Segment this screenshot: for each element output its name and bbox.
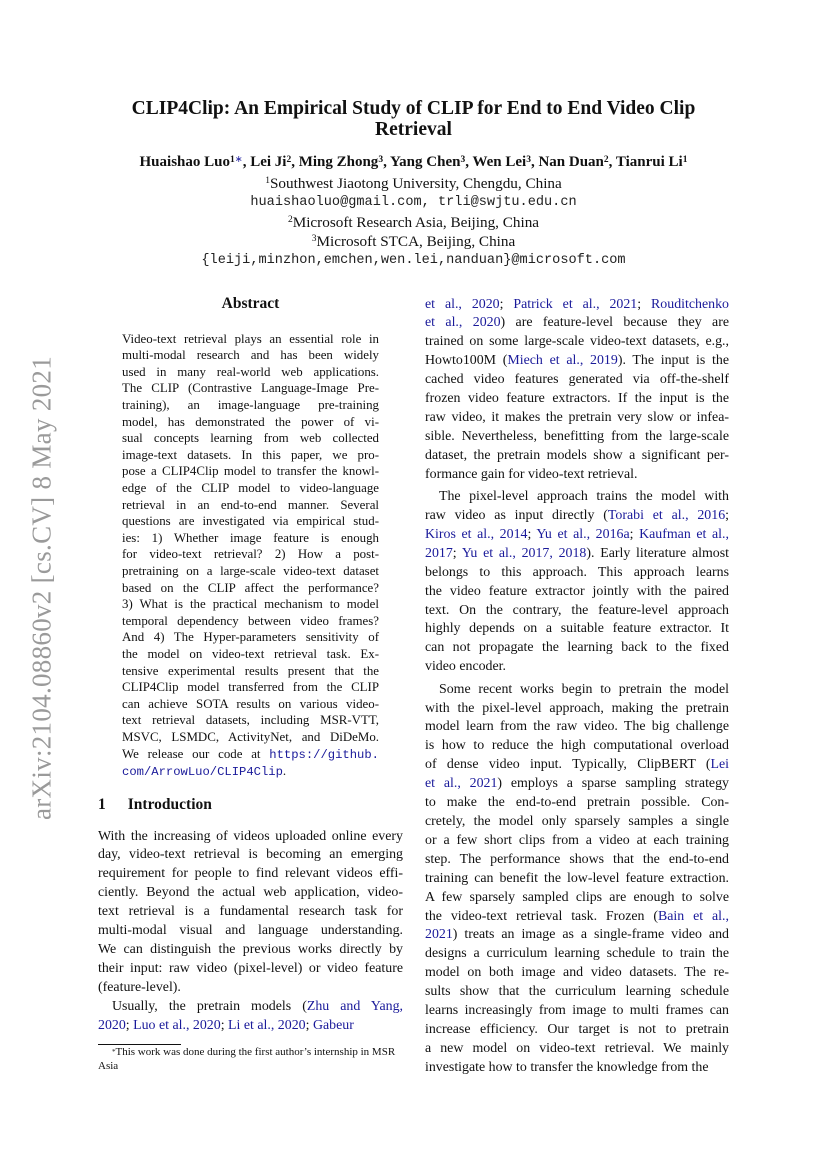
text-line [122,663,379,680]
text-line [122,746,379,764]
text-run: with the pixel-level approach, making the pretrain [425,700,729,716]
text-run: pretraining on a large-scale video-text dataset [122,564,379,578]
author [390,154,465,170]
text-line [122,580,379,597]
text-line [122,364,379,381]
text-run: text retrieval is a fundamental research task for [98,904,403,920]
text-line [425,1002,729,1021]
email-line-2: {leiji,minzhon,emchen,wen.lei,nanduan}@microsoft.com [201,253,626,269]
text-line [122,331,379,348]
citation-link[interactable]: et al., 2020 [425,296,500,312]
text-run: based on the CLIP affect the performance? [122,580,379,595]
text-run: dataset, the pretrain models show a significant per- [425,447,729,463]
affiliation-marker: 2 [287,214,293,225]
text-line [425,945,729,964]
text-line [425,583,729,602]
text-run: video encoder. [425,659,506,675]
text-line [98,828,403,847]
text-run: raw video as input directly ( [425,507,608,523]
text-run: requirement for people to find relevant videos effi- [98,866,403,882]
affiliation-marker: 2 [603,155,609,165]
text-line [425,409,729,428]
text-line [425,1040,729,1059]
text-line [425,870,729,889]
text-run: investigate how to transfer the knowledge from the [425,1059,709,1075]
author [472,154,531,170]
text-run: questions are investigated via empirical stud- [122,514,379,529]
text-run: ) are feature-level because they are [500,315,729,331]
text-line [122,546,379,563]
abstract-heading: Abstract [221,295,280,312]
text-line [425,466,729,485]
citation-link[interactable]: Yu et al., 2016a [536,526,630,542]
affiliation-marker: 3 [526,155,531,165]
text-run: The CLIP (Contrastive Language-Image Pre- [122,381,379,396]
citation-link[interactable]: 2017 [425,545,453,561]
abstract-body [122,331,379,781]
author-name: Tianrui Li [615,154,683,170]
text-line [425,488,729,507]
text-run: of dense video input. Typically, ClipBERT ( [425,757,711,773]
text-run: for video-text retrieval? 2) How a post- [122,547,379,562]
citation-link[interactable]: Rouditchenko [651,296,729,312]
text-line [425,832,729,851]
citation-link[interactable]: 2020 [98,1017,126,1033]
text-line [425,775,729,794]
text-line [425,983,729,1002]
text-line [98,960,403,979]
text-run: raw video, it makes the pretrain very slow or infea- [425,409,729,425]
text-line [425,371,729,390]
text-line [425,700,729,719]
text-run: can achieve SOTA results on various video- [122,696,379,711]
text-run: pose a CLIP4Clip model to transfer the knowl- [122,464,379,479]
text-run: ; [725,507,729,523]
text-line [425,926,729,945]
text-line [425,333,729,352]
text-run: ). Early literature almost [586,545,729,561]
text-run: step. The performance shows that the end-to-end [425,851,729,867]
title-line-2: Retrieval [375,119,452,140]
text-run: belongs to this approach. This approach learns [425,564,729,580]
author-name: Ming Zhong [298,154,379,170]
text-run: frozen video feature extractors. If the input is the [425,391,729,407]
text-line [425,314,729,333]
author-name: Wen Lei [472,154,527,170]
text-line [122,712,379,729]
text-run: ) employs a sparse sampling strategy [497,776,729,792]
text-run: ). The input is the [617,353,729,369]
text-run: ; [220,1017,229,1033]
affiliation-text: Microsoft STCA, Beijing, China [316,232,516,250]
citation-link[interactable]: Li et al., 2020 [228,1017,306,1033]
text-run: CLIP4Clip model transferred from the CLIP [122,680,379,695]
text-line [98,903,403,922]
footnote-marker: * [112,1048,116,1056]
text-line [122,563,379,580]
text-line [425,526,729,545]
text-run: multi-modal visual and language understanding. [98,923,403,939]
text-run: multi-modal research and has been widely [122,348,379,363]
text-run: text retrieval datasets, including MSR-VTT, [122,713,379,728]
text-run: formance gain for video-text retrieval. [425,466,638,482]
text-line [122,613,379,630]
text-run: ; [637,296,652,312]
text-line [425,352,729,371]
text-run: sible. Nevertheless, benefitting from the large-scale [425,428,729,444]
affiliation-marker: 1 [265,176,270,186]
author-name: Huaishao Luo [139,154,230,170]
text-run: temporal dependency between video frames? [122,613,379,628]
text-run: The pixel-level approach trains the model with [439,489,729,505]
text-line [122,497,379,514]
text-line [425,447,729,466]
text-line [425,620,729,639]
citation-link[interactable]: Zhu and Yang, [306,998,403,1014]
affiliation-marker: 3 [460,155,466,165]
citation-link[interactable]: Patrick et al., 2021 [513,296,638,312]
footnote-text: This work was done during the first author’s internship in MSR Asia [98,1046,396,1072]
text-line [425,737,729,756]
text-line [122,380,379,397]
text-line [425,718,729,737]
citation-link[interactable]: Lei [710,757,729,773]
email-line-1: huaishaoluo@gmail.com, trli@swjtu.edu.cn [250,195,577,211]
author [299,154,383,170]
text-line [425,908,729,927]
text-run: image-text datasets. In this paper, we pro- [122,447,379,462]
text-run: Howto100M ( [425,353,508,369]
affiliation-marker: 3 [378,155,384,165]
author [140,154,243,170]
text-run: cached video features generated via off-the-shelf [425,372,729,388]
text-line [122,679,379,696]
text-line [425,1021,729,1040]
affiliation-2 [0,213,827,232]
citation-link[interactable]: Torabi et al., 2016 [607,507,726,523]
text-run: training), an image-language pre-training [122,398,379,413]
text-line [98,979,403,998]
affiliations [0,174,827,270]
text-run: text. On the contrary, the feature-level approach [425,602,729,618]
text-line [98,922,403,941]
text-run: We release our code at [122,746,270,761]
text-line [122,447,379,464]
section-heading-introduction [98,796,212,814]
text-run: sults show that the curriculum learning schedule [425,984,729,1000]
text-line [425,545,729,564]
text-line [425,507,729,526]
text-line [425,964,729,983]
text-run: MSVC, LSMDC, ActivityNet, and DiDeMo. [122,729,379,744]
text-run: And 4) The Hyper-parameters sensitivity of [122,630,379,645]
citation-link[interactable]: et al., 2020 [425,315,501,331]
text-run: or a few short clips from a video at each training [425,832,729,848]
text-line [425,602,729,621]
text-run: training can benefit the low-level feature extraction. [425,870,729,886]
text-line [122,347,379,364]
text-run: highly depends on a suitable feature extractor. It [425,621,729,637]
text-run: model, has demonstrated the power of vi- [122,414,379,429]
text-run: ; [499,296,514,312]
affiliation-1 [0,174,827,193]
text-run: retrieval in an end-to-end manner. Several [122,497,379,512]
affiliation-marker: 3 [311,233,317,244]
paragraph [98,828,403,998]
paragraph [98,998,403,1036]
text-run: A few sparsely sampled clips are enough to solve [425,889,729,905]
text-run: Usually, the pretrain models ( [112,998,307,1014]
footnote-divider [98,1044,181,1045]
text-run: designs a curriculum learning schedule to train the [425,946,729,962]
text-run: cretely, the model only sparsely samples a single [425,813,729,829]
author-name: Nan Duan [538,154,604,170]
citation-link[interactable]: Luo et al., 2020 [133,1017,221,1033]
arxiv-identifier-stamp: arXiv:2104.08860v2 [cs.CV] 8 May 2021 [26,355,57,821]
text-line [98,865,403,884]
text-line [425,1059,729,1078]
text-line [425,813,729,832]
author [616,154,688,170]
text-run: can not propagate the learning back to the fixed [425,640,729,656]
text-line [425,889,729,908]
text-line [98,884,403,903]
text-run: ; [629,526,640,542]
citation-link[interactable]: Yu et al., 2017, 2018 [461,545,587,561]
text-line [98,941,403,960]
text-line [122,729,379,746]
introduction-body [98,828,403,1036]
text-run: sual concepts learning from web collected [122,431,379,446]
text-run: edge of the CLIP model to video-language [122,481,379,496]
affiliation-marker: 2 [286,155,292,165]
text-run: ; [527,526,537,542]
text-run: Some recent works begin to pretrain the model [439,681,729,697]
citation-link[interactable]: Miech et al., 2019 [507,353,618,369]
text-run: the model on video-text retrieval task. Ex- [122,646,379,661]
text-run: Video-text retrieval plays an essential role in [122,331,379,346]
text-line [425,756,729,775]
text-run: increase efficiency. Our target is not to pretrain [425,1021,729,1037]
text-line [122,763,379,781]
text-run: used in many real-world web applications. [122,364,379,379]
text-line [98,1017,403,1036]
paragraph [425,296,729,485]
text-run: day, video-text retrieval is becoming an emerging [98,847,403,863]
author-name: Yang Chen [390,154,461,170]
footnote-marker: ∗ [234,155,243,165]
text-run: model learn from the raw video. The big challenge [425,719,729,735]
citation-link[interactable]: 2021 [425,927,453,943]
right-column-body [425,296,729,1078]
citation-link[interactable]: Kaufman et al., [639,526,729,542]
paragraph [425,488,729,677]
section-title: Introduction [127,796,212,813]
affiliation-3 [0,232,827,251]
text-line [98,846,403,865]
text-run: model on both image and video datasets. The re- [425,965,729,981]
text-line [122,696,379,713]
text-run: ciently. Beyond the actual web application, video- [98,885,403,901]
paragraph [425,681,729,1078]
text-line [425,851,729,870]
text-run: ; [305,1017,313,1033]
citation-link[interactable]: Bain et al., [658,908,729,924]
citation-link[interactable]: Kiros et al., 2014 [425,526,528,542]
text-line [425,428,729,447]
text-run: learns increasingly from image to multi frames can [425,1003,729,1019]
text-line [122,629,379,646]
text-line [425,639,729,658]
text-run: ies: 1) Whether image feature is enough [122,530,379,545]
author-name: Lei Ji [250,154,287,170]
text-line [425,658,729,677]
text-line [425,564,729,583]
text-run: With the increasing of videos uploaded online every [98,828,403,844]
affiliation-text: Microsoft Research Asia, Beijing, China [292,213,540,231]
text-line [98,998,403,1017]
text-run: their input: raw video (pixel-level) or video feature [98,960,403,976]
code-url-link[interactable]: com/ArrowLuo/CLIP4Clip [122,765,283,780]
text-run: ; [125,1017,134,1033]
text-line [122,596,379,613]
text-line [122,463,379,480]
author [538,154,608,170]
text-run: the video feature extractor jointly with the paired [425,583,729,599]
text-line [122,646,379,663]
affiliation-marker: 1 [682,155,688,165]
text-run: trained on some large-scale video-text datasets, e.g., [425,334,729,350]
text-line [122,480,379,497]
text-line [425,296,729,315]
code-url-link[interactable]: https://github. [269,747,379,762]
text-line [122,513,379,530]
text-line [122,430,379,447]
text-run: ; [452,545,462,561]
text-run: . [282,764,287,779]
text-run: We can distinguish the previous works directly by [98,941,403,957]
paragraph [122,331,379,781]
text-run: ) treats an image as a single-frame video and [452,927,729,943]
author [250,154,291,170]
text-run: the video-text retrieval task. Frozen ( [425,908,658,924]
text-line [122,414,379,431]
text-run: a new model on video-text retrieval. We mainly [425,1040,729,1056]
section-number: 1 [98,796,106,813]
affiliation-text: Southwest Jiaotong University, Chengdu, China [269,175,562,192]
text-line [122,397,379,414]
text-line [425,390,729,409]
title-line-1: CLIP4Clip: An Empirical Study of CLIP for End to End Video Clip [131,98,696,119]
text-line [425,681,729,700]
footnote [98,1046,403,1073]
text-run: 3) What is the practical mechanism to model [122,597,379,612]
affiliation-marker: 1 [229,155,235,165]
paper-title [0,98,827,140]
text-run: is how to reduce the high computational overload [425,738,729,754]
text-line [122,530,379,547]
citation-link[interactable]: et al., 2021 [425,776,498,792]
citation-link[interactable]: Gabeur [312,1017,354,1033]
author-list: Huaishao Luo$^{1∗}$, Lei Ji$^2$, Ming Zhong$^3$, Yang Chen$^3$, Wen Lei$^3$, Nan Duan$^2$, Tianrui Li$^1$ [139,154,688,170]
text-run: (feature-level). [98,979,181,995]
text-line [425,794,729,813]
text-run: tensive experimental results present that the [122,663,379,678]
text-run: to make the end-to-end pretrain possible. Con- [425,795,729,811]
